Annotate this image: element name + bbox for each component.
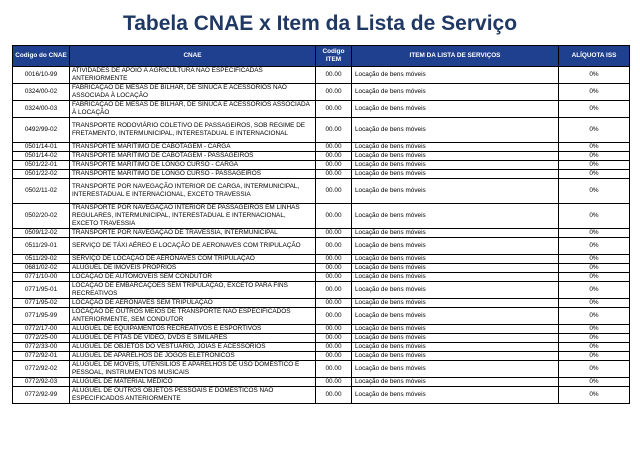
cell-codigo-cnae: 0509/12-02 xyxy=(13,229,70,238)
table-row xyxy=(13,204,630,229)
table-row xyxy=(13,334,630,343)
cell-cnae-description: TRANSPORTE MARÍTIMO DE CABOTAGEM - PASSAGEIROS xyxy=(70,152,316,161)
cell-codigo-item: 00.00 xyxy=(316,170,352,179)
cell-codigo-item: 00.00 xyxy=(316,325,352,334)
cell-codigo-item: 00.00 xyxy=(316,273,352,282)
header-cnae: CNAE xyxy=(70,46,316,67)
cell-aliquota-iss: 0% xyxy=(559,204,630,229)
table-row xyxy=(13,378,630,387)
cell-codigo-item: 00.00 xyxy=(316,387,352,404)
cell-item-lista: Locação de bens móveis xyxy=(352,161,559,170)
cell-item-lista: Locação de bens móveis xyxy=(352,273,559,282)
cell-item-lista: Locação de bens móveis xyxy=(352,179,559,204)
cell-aliquota-iss: 0% xyxy=(559,67,630,84)
cell-codigo-cnae: 0772/92-01 xyxy=(13,352,70,361)
cell-aliquota-iss: 0% xyxy=(559,343,630,352)
table-row xyxy=(13,118,630,143)
cell-aliquota-iss: 0% xyxy=(559,161,630,170)
cell-codigo-cnae: 0501/22-02 xyxy=(13,170,70,179)
cell-cnae-description: TRANSPORTE RODOVIÁRIO COLETIVO DE PASSAGEIROS, SOB REGIME DE FRETAMENTO, INTERMUNICIPAL, INTERESTADUAL E INTERNACIONAL xyxy=(70,118,316,143)
cell-codigo-item: 00.00 xyxy=(316,334,352,343)
cell-aliquota-iss: 0% xyxy=(559,308,630,325)
cell-codigo-item: 00.00 xyxy=(316,118,352,143)
cell-cnae-description: FABRICAÇÃO DE MESAS DE BILHAR, DE SINUCA E ACESSÓRIOS ASSOCIADA À LOCAÇÃO xyxy=(70,101,316,118)
cell-cnae-description: LOCAÇÃO DE AERONAVES SEM TRIPULAÇÃO xyxy=(70,299,316,308)
table-row xyxy=(13,343,630,352)
header-codigo-item: Codigo ITEM xyxy=(316,46,352,67)
cell-codigo-cnae: 0772/17-00 xyxy=(13,325,70,334)
cell-item-lista: Locação de bens móveis xyxy=(352,67,559,84)
cell-aliquota-iss: 0% xyxy=(559,299,630,308)
table-row xyxy=(13,273,630,282)
cell-codigo-item: 00.00 xyxy=(316,204,352,229)
cell-codigo-item: 00.00 xyxy=(316,378,352,387)
cell-codigo-item: 00.00 xyxy=(316,101,352,118)
table-row xyxy=(13,387,630,404)
cell-codigo-item: 00.00 xyxy=(316,229,352,238)
cell-cnae-description: ALUGUEL DE OBJETOS DO VESTUÁRIO, JÓIAS E ACESSÓRIOS xyxy=(70,343,316,352)
table-row xyxy=(13,143,630,152)
table-row xyxy=(13,352,630,361)
cell-codigo-item: 00.00 xyxy=(316,161,352,170)
cell-cnae-description: TRANSPORTE POR NAVEGAÇÃO INTERIOR DE CARGA, INTERMUNICIPAL, INTERESTADUAL E INTERNACIONAL, EXCETO TRAVESSIA xyxy=(70,179,316,204)
cell-codigo-cnae: 0324/00-02 xyxy=(13,84,70,101)
cell-cnae-description: ATIVIDADES DE APOIO À AGRICULTURA NÃO ESPECIFICADAS ANTERIORMENTE xyxy=(70,67,316,84)
cell-codigo-cnae: 0771/10-00 xyxy=(13,273,70,282)
cell-codigo-item: 00.00 xyxy=(316,143,352,152)
cell-item-lista: Locação de bens móveis xyxy=(352,101,559,118)
cell-codigo-item: 00.00 xyxy=(316,255,352,264)
cell-codigo-cnae: 0771/95-01 xyxy=(13,282,70,299)
cell-codigo-cnae: 0501/14-02 xyxy=(13,152,70,161)
cell-codigo-item: 00.00 xyxy=(316,308,352,325)
cell-item-lista: Locação de bens móveis xyxy=(352,170,559,179)
cell-item-lista: Locação de bens móveis xyxy=(352,143,559,152)
cell-codigo-cnae: 0772/92-99 xyxy=(13,387,70,404)
cell-aliquota-iss: 0% xyxy=(559,282,630,299)
cell-aliquota-iss: 0% xyxy=(559,255,630,264)
cell-item-lista: Locação de bens móveis xyxy=(352,204,559,229)
cell-codigo-item: 00.00 xyxy=(316,361,352,378)
table-header-row xyxy=(13,46,630,67)
cell-codigo-cnae: 0492/99-02 xyxy=(13,118,70,143)
header-item-lista: ITEM DA LISTA DE SERVIÇOS xyxy=(352,46,559,67)
cell-aliquota-iss: 0% xyxy=(559,264,630,273)
cell-item-lista: Locação de bens móveis xyxy=(352,238,559,255)
cell-aliquota-iss: 0% xyxy=(559,170,630,179)
table-row xyxy=(13,255,630,264)
cell-codigo-cnae: 0772/92-02 xyxy=(13,361,70,378)
table-row xyxy=(13,229,630,238)
table-row xyxy=(13,170,630,179)
cell-codigo-cnae: 0771/95-02 xyxy=(13,299,70,308)
cell-item-lista: Locação de bens móveis xyxy=(352,152,559,161)
table-row xyxy=(13,84,630,101)
cell-codigo-item: 00.00 xyxy=(316,179,352,204)
table-row xyxy=(13,264,630,273)
cell-item-lista: Locação de bens móveis xyxy=(352,282,559,299)
table-row xyxy=(13,361,630,378)
cell-item-lista: Locação de bens móveis xyxy=(352,229,559,238)
cell-codigo-item: 00.00 xyxy=(316,299,352,308)
cell-cnae-description: TRANSPORTE MARÍTIMO DE LONGO CURSO - PASSAGEIROS xyxy=(70,170,316,179)
cell-codigo-cnae: 0501/14-01 xyxy=(13,143,70,152)
cell-codigo-item: 00.00 xyxy=(316,282,352,299)
cell-cnae-description: LOCAÇÃO DE OUTROS MEIOS DE TRANSPORTE NÃO ESPECIFICADOS ANTERIORMENTE, SEM CONDUTOR xyxy=(70,308,316,325)
cell-cnae-description: ALUGUEL DE EQUIPAMENTOS RECREATIVOS E ESPORTIVOS xyxy=(70,325,316,334)
cell-cnae-description: ALUGUEL DE MATERIAL MÉDICO xyxy=(70,378,316,387)
table-row xyxy=(13,161,630,170)
cell-item-lista: Locação de bens móveis xyxy=(352,299,559,308)
cell-item-lista: Locação de bens móveis xyxy=(352,378,559,387)
cell-aliquota-iss: 0% xyxy=(559,118,630,143)
page-title: Tabela CNAE x Item da Lista de Serviço xyxy=(122,12,518,35)
cell-codigo-cnae: 0016/10-99 xyxy=(13,67,70,84)
header-aliquota-iss: ALÍQUOTA ISS xyxy=(559,46,630,67)
cell-cnae-description: TRANSPORTE MARÍTIMO DE LONGO CURSO - CARGA xyxy=(70,161,316,170)
cell-item-lista: Locação de bens móveis xyxy=(352,334,559,343)
table-row xyxy=(13,308,630,325)
cell-item-lista: Locação de bens móveis xyxy=(352,118,559,143)
cell-codigo-cnae: 0771/95-99 xyxy=(13,308,70,325)
cell-item-lista: Locação de bens móveis xyxy=(352,387,559,404)
cell-codigo-cnae: 0501/22-01 xyxy=(13,161,70,170)
cell-cnae-description: TRANSPORTE POR NAVEGAÇÃO DE TRAVESSIA, INTERMUNICIPAL xyxy=(70,229,316,238)
cell-aliquota-iss: 0% xyxy=(559,101,630,118)
table-row xyxy=(13,282,630,299)
table-row xyxy=(13,179,630,204)
cell-cnae-description: ALUGUEL DE OUTROS OBJETOS PESSOAIS E DOMÉSTICOS NÃO ESPECIFICADOS ANTERIORMENTE xyxy=(70,387,316,404)
table-row xyxy=(13,299,630,308)
cell-cnae-description: ALUGUEL DE MÓVEIS, UTENSÍLIOS E APARELHOS DE USO DOMÉSTICO E PESSOAL, INSTRUMENTOS MUSICAIS xyxy=(70,361,316,378)
cell-codigo-cnae: 0772/33-00 xyxy=(13,343,70,352)
cell-item-lista: Locação de bens móveis xyxy=(352,264,559,273)
cell-codigo-item: 00.00 xyxy=(316,343,352,352)
cell-codigo-item: 00.00 xyxy=(316,352,352,361)
cell-item-lista: Locação de bens móveis xyxy=(352,343,559,352)
cell-codigo-cnae: 0511/29-01 xyxy=(13,238,70,255)
cell-codigo-cnae: 0772/25-00 xyxy=(13,334,70,343)
table-row xyxy=(13,238,630,255)
cell-cnae-description: SERVIÇO DE LOCAÇÃO DE AERONAVES COM TRIPULAÇÃO xyxy=(70,255,316,264)
cell-codigo-item: 00.00 xyxy=(316,152,352,161)
cell-aliquota-iss: 0% xyxy=(559,143,630,152)
table-body xyxy=(13,67,630,404)
header-codigo-cnae: Codigo do CNAE xyxy=(13,46,70,67)
table-row xyxy=(13,101,630,118)
cell-codigo-item: 00.00 xyxy=(316,238,352,255)
cell-codigo-cnae: 0502/11-02 xyxy=(13,179,70,204)
cell-item-lista: Locação de bens móveis xyxy=(352,308,559,325)
cell-item-lista: Locação de bens móveis xyxy=(352,84,559,101)
cell-aliquota-iss: 0% xyxy=(559,273,630,282)
cell-aliquota-iss: 0% xyxy=(559,229,630,238)
cell-cnae-description: TRANSPORTE MARÍTIMO DE CABOTAGEM - CARGA xyxy=(70,143,316,152)
cell-cnae-description: FABRICAÇÃO DE MESAS DE BILHAR, DE SINUCA E ACESSÓRIOS NÃO ASSOCIADA À LOCAÇÃO xyxy=(70,84,316,101)
cell-item-lista: Locação de bens móveis xyxy=(352,325,559,334)
cell-item-lista: Locação de bens móveis xyxy=(352,352,559,361)
cell-aliquota-iss: 0% xyxy=(559,352,630,361)
table-row xyxy=(13,152,630,161)
cell-cnae-description: ALUGUEL DE FITAS DE VÍDEO, DVDS E SIMILARES xyxy=(70,334,316,343)
cell-cnae-description: LOCAÇÃO DE EMBARCAÇÕES SEM TRIPULAÇÃO, EXCETO PARA FINS RECREATIVOS xyxy=(70,282,316,299)
cell-codigo-cnae: 0324/00-03 xyxy=(13,101,70,118)
cell-aliquota-iss: 0% xyxy=(559,334,630,343)
cell-aliquota-iss: 0% xyxy=(559,152,630,161)
cell-item-lista: Locação de bens móveis xyxy=(352,255,559,264)
cell-aliquota-iss: 0% xyxy=(559,325,630,334)
table-row xyxy=(13,67,630,84)
cell-aliquota-iss: 0% xyxy=(559,238,630,255)
table-row xyxy=(13,325,630,334)
cell-codigo-cnae: 0502/20-02 xyxy=(13,204,70,229)
cell-codigo-cnae: 0772/92-03 xyxy=(13,378,70,387)
cell-aliquota-iss: 0% xyxy=(559,378,630,387)
cell-cnae-description: SERVIÇO DE TÁXI AÉREO E LOCAÇÃO DE AERONAVES COM TRIPULAÇÃO xyxy=(70,238,316,255)
cell-aliquota-iss: 0% xyxy=(559,179,630,204)
cell-cnae-description: ALUGUEL DE APARELHOS DE JOGOS ELETRÔNICOS xyxy=(70,352,316,361)
cnae-table xyxy=(12,45,630,404)
cell-cnae-description: ALUGUEL DE IMÓVEIS PRÓPRIOS xyxy=(70,264,316,273)
cell-codigo-item: 00.00 xyxy=(316,264,352,273)
cell-aliquota-iss: 0% xyxy=(559,361,630,378)
cell-cnae-description: LOCAÇÃO DE AUTOMÓVEIS SEM CONDUTOR xyxy=(70,273,316,282)
cell-cnae-description: TRANSPORTE POR NAVEGAÇÃO INTERIOR DE PASSAGEIROS EM LINHAS REGULARES, INTERMUNICIPAL, INTERESTADUAL E INTERNACIONAL, EXCETO TRAVESSIA xyxy=(70,204,316,229)
cell-codigo-cnae: 0681/02-02 xyxy=(13,264,70,273)
cell-item-lista: Locação de bens móveis xyxy=(352,361,559,378)
cell-codigo-item: 00.00 xyxy=(316,84,352,101)
cell-codigo-cnae: 0511/29-02 xyxy=(13,255,70,264)
cell-aliquota-iss: 0% xyxy=(559,387,630,404)
cell-aliquota-iss: 0% xyxy=(559,84,630,101)
cell-codigo-item: 00.00 xyxy=(316,67,352,84)
